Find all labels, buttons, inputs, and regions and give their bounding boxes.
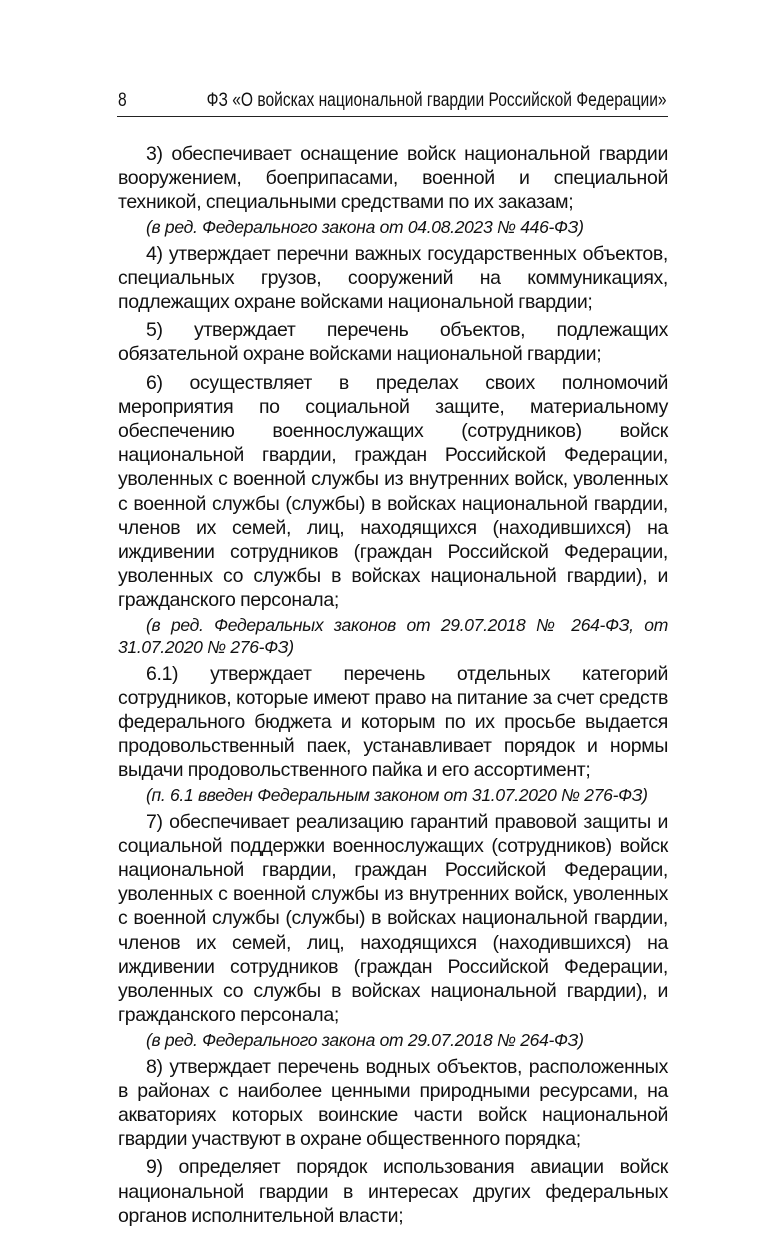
amendment-note: (в ред. Федерального закона от 04.08.2023 № 446-ФЗ)	[146, 216, 584, 237]
paragraph-item-7: 7) обеспечивает реализацию гарантий правовой защиты и социальной поддержки военнослужащих (сотрудников) войск национальной гвардии, граждан Российской Федерации, уволенных с военной службы из внутренних войск, уволенных с военной службы (службы) в войсках национальной гвардии, членов их семей, лиц, находящихся (находившихся) на иждивении сотрудников (граждан Российской Федерации, уволенных со службы в войсках национальной гвардии), и гражданского персонала;	[118, 810, 668, 1027]
running-title: ФЗ «О войсках национальной гвардии Российской Федерации»	[206, 90, 667, 111]
page-header	[118, 88, 667, 116]
amendment-note: (в ред. Федерального закона от 29.07.2018 № 264-ФЗ)	[146, 1029, 584, 1050]
paragraph-item-8: 8) утверждает перечень водных объектов, расположенных в районах с наиболее ценными природными ресурсами, на акваториях которых воинские части войск национальной гвардии участвуют в охране общественного порядка;	[118, 1055, 668, 1151]
paragraph-item-4: 4) утверждает перечни важных государственных объектов, специальных грузов, сооружений на коммуникациях, подлежащих охране войсками национальной гвардии;	[118, 242, 668, 314]
paragraph-item-3: 3) обеспечивает оснащение войск национальной гвардии вооружением, боеприпасами, военной и специальной техникой, специальными средствами по их заказам;	[118, 143, 668, 214]
paragraph-item-5: 5) утверждает перечень объектов, подлежащих обязательной охране войсками национальной гвардии;	[118, 319, 668, 366]
amendment-note: (в ред. Федеральных законов от 29.07.2018 № 264-ФЗ, от 31.07.2020 № 276-ФЗ)	[118, 614, 668, 657]
paragraph-item-9: 9) определяет порядок использования авиации войск национальной гвардии в интересах других федеральных органов исполнительной власти;	[118, 1156, 668, 1227]
paragraph-item-6: 6) осуществляет в пределах своих полномочий мероприятия по социальной защите, материальному обеспечению военнослужащих (сотрудников) войск национальной гвардии, граждан Российской Федерации, уволенных с военной службы из внутренних войск, уволенных с военной службы (службы) в войсках национальной гвардии, членов их семей, лиц, находящихся (находившихся) на иждивении сотрудников (граждан Российской Федерации, уволенных со службы в войсках национальной гвардии), и гражданского персонала;	[118, 371, 668, 612]
paragraph-item-6-1: 6.1) утверждает перечень отдельных категорий сотрудников, которые имеют право на питание за счет средств федерального бюджета и которым по их просьбе выдается продовольственный паек, устанавливает порядок и нормы выдачи продовольственного пайка и его ассортимент;	[118, 662, 668, 782]
amendment-note: (п. 6.1 введен Федеральным законом от 31.07.2020 № 276-ФЗ)	[146, 784, 648, 805]
header-rule	[117, 116, 668, 117]
document-body	[118, 142, 668, 1232]
page-number: 8	[118, 90, 127, 111]
